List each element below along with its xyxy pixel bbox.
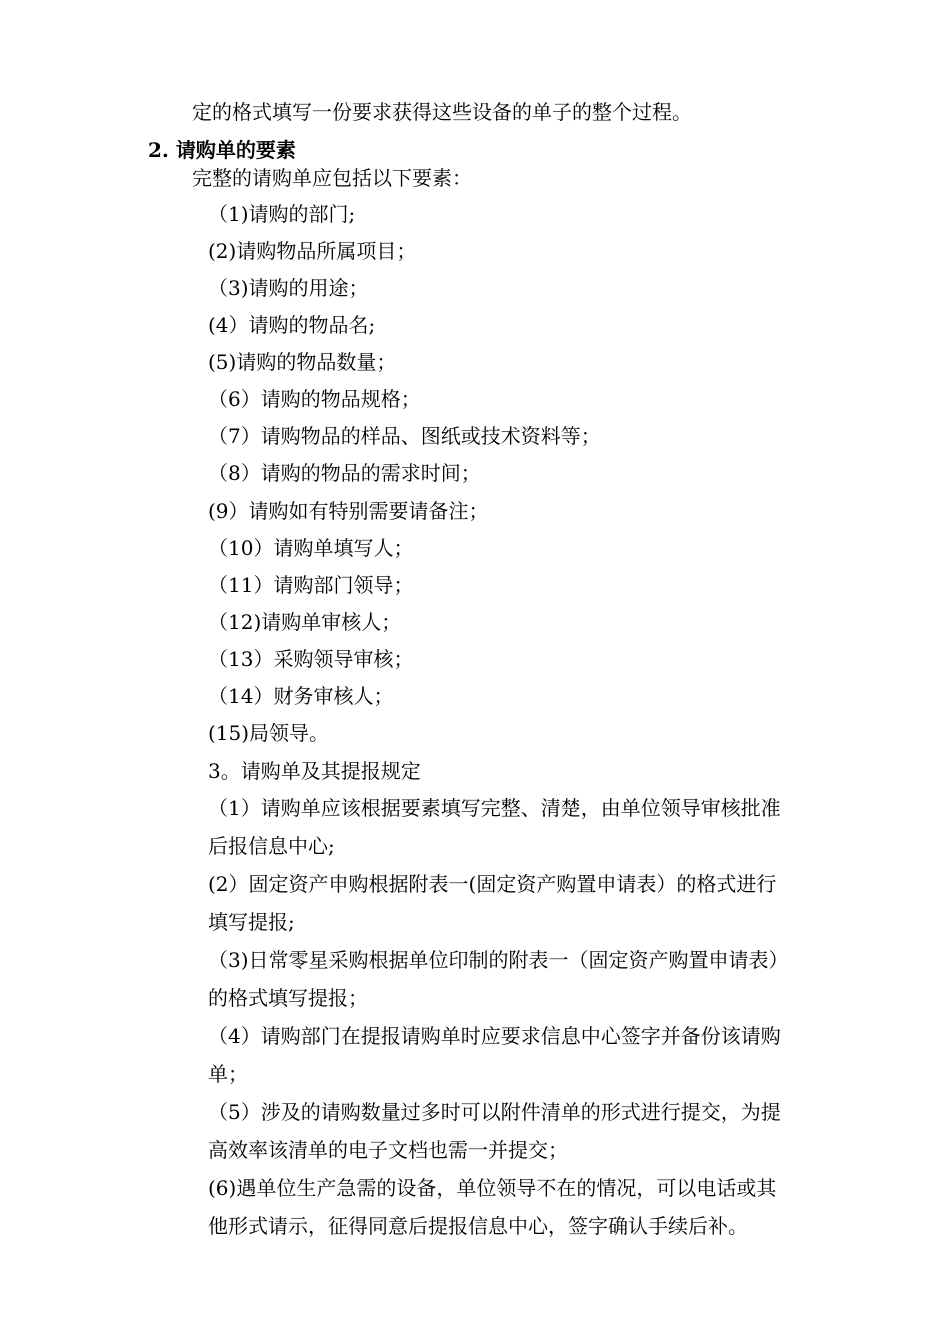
list-item: （3)请购的用途； [208, 276, 369, 300]
list-item: （13）采购领导审核； [208, 647, 414, 671]
list-item: (5)请购的物品数量； [208, 350, 397, 374]
list-item: （14）财务审核人； [208, 684, 394, 708]
section-3-heading: 3。请购单及其提报规定 [208, 759, 421, 783]
paragraph-line: （3)日常零星采购根据单位印制的附表一（固定资产购置申请表） [208, 948, 789, 972]
list-item: （6）请购的物品规格； [208, 387, 421, 411]
paragraph-line: （4）请购部门在提报请购单时应要求信息中心签字并备份该请购 [208, 1024, 781, 1048]
list-item: （1)请购的部门; [208, 202, 356, 226]
paragraph-line: 后报信息中心; [208, 834, 335, 858]
paragraph-line: 填写提报; [208, 910, 295, 934]
paragraph-line: (2）固定资产申购根据附表一(固定资产购置申请表）的格式进行 [208, 872, 777, 896]
paragraph-line: 单； [208, 1062, 248, 1086]
list-item: （7）请购物品的样品、图纸或技术资料等； [208, 424, 601, 448]
list-item: （11）请购部门领导； [208, 573, 414, 597]
list-item: (9）请购如有特别需要请备注； [208, 499, 489, 523]
paragraph-line: 高效率该清单的电子文档也需一并提交； [208, 1138, 568, 1162]
intro-line: 定的格式填写一份要求获得这些设备的单子的整个过程。 [192, 100, 692, 124]
list-item: （12)请购单审核人； [208, 610, 402, 634]
paragraph-line: 他形式请示，征得同意后提报信息中心，签字确认手续后补。 [208, 1214, 748, 1238]
list-item: (4）请购的物品名; [208, 313, 376, 337]
section-2-intro: 完整的请购单应包括以下要素： [192, 166, 472, 190]
list-item: (2)请购物品所属项目； [208, 239, 417, 263]
section-2-heading: 2. 请购单的要素 [148, 138, 296, 162]
paragraph-line: 的格式填写提报； [208, 986, 368, 1010]
list-item: （8）请购的物品的需求时间； [208, 461, 481, 485]
list-item: （10）请购单填写人； [208, 536, 414, 560]
paragraph-line: (6)遇单位生产急需的设备，单位领导不在的情况，可以电话或其 [208, 1176, 777, 1200]
list-item: (15)局领导。 [208, 721, 330, 745]
paragraph-line: （5）涉及的请购数量过多时可以附件清单的形式进行提交，为提 [208, 1100, 781, 1124]
paragraph-line: （1）请购单应该根据要素填写完整、清楚，由单位领导审核批准 [208, 796, 781, 820]
